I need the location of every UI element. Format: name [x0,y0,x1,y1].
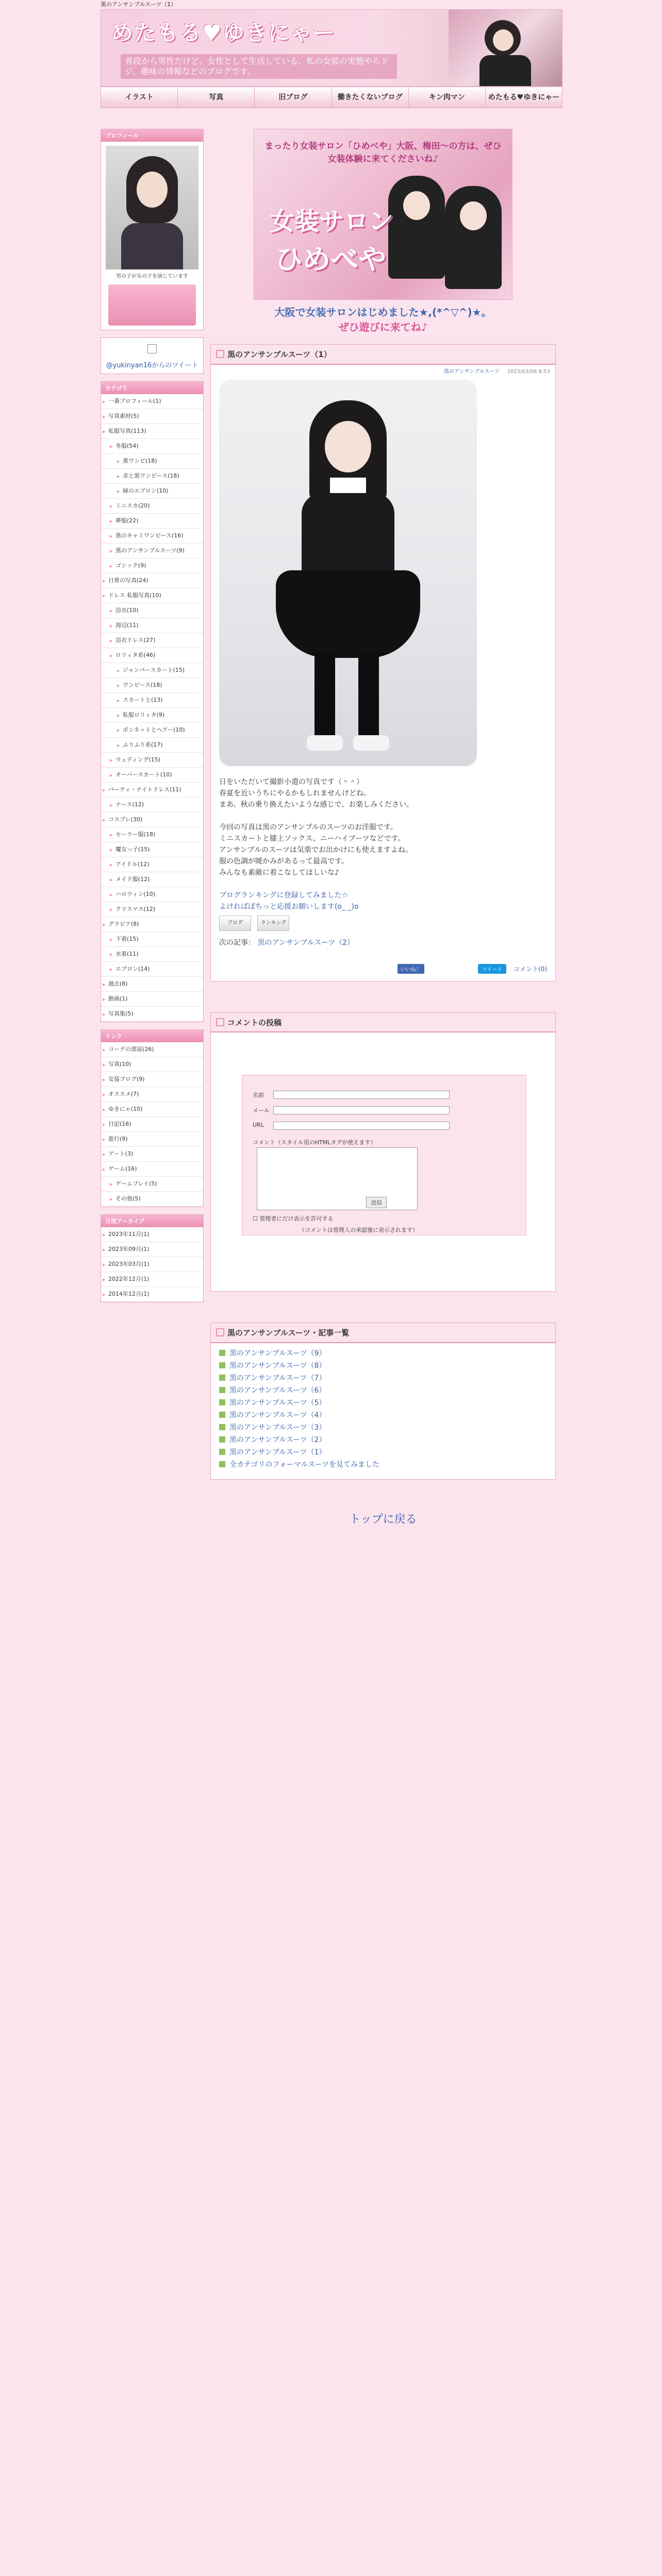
entry-body-line: ミニスカートと膝上ソックス、ニーハイブーツなどです。 [219,835,405,843]
categories-title: カテゴリ [101,382,203,394]
banner-girl-left-face [403,191,430,220]
ranking-text-2[interactable]: よければぽちっと応援お願いします(o_ _)o [219,903,359,911]
entry-title[interactable] [211,345,555,365]
submit-button[interactable]: 送信 [366,1197,387,1208]
link-item[interactable]: ▶ その他(5) [101,1192,203,1207]
category-item[interactable]: ▶ ワンピース(18) [101,678,203,693]
header-photo-body [479,55,531,86]
category-item[interactable]: ▶ 動画(1) [101,992,203,1007]
related-item[interactable] [211,1360,555,1372]
category-item[interactable]: ▶ ハロウィン(10) [101,887,203,902]
archive-list [101,1227,203,1302]
archive-item[interactable]: ▶ 2023年11月(1) [101,1227,203,1242]
profile-box [101,129,204,330]
related-item[interactable] [211,1434,555,1446]
category-item[interactable]: ▶ 一番プロフィール(1) [101,394,203,409]
entry-body-line: 春夏を近いうちにやるかもしれませんけどね。 [219,789,371,798]
next-entry-label: 次の記事： [219,939,255,947]
next-entry-link[interactable]: 黒のアンサンブルスーツ（2） [257,939,354,947]
link-item[interactable]: ▶ ゆきにゃ(10) [101,1102,203,1117]
url-input[interactable] [273,1122,450,1130]
entry-body [211,766,555,959]
sidebar [101,129,204,1310]
related-item[interactable] [211,1397,555,1409]
related-item-text: 黒のアンサンブルスーツ（3） [229,1423,326,1432]
banner-girl-right-face [460,201,487,230]
category-item[interactable]: ▶ エプロン(14) [101,962,203,977]
entry [210,344,556,981]
category-item[interactable]: ▶ グラビア(8) [101,917,203,932]
name-label: 名前 [253,1092,264,1098]
article-icon [219,1387,225,1393]
entry-body-line: 日をいただいて撮影小遣の写真です（＾＾） [219,778,363,786]
site-header [101,9,562,87]
article-icon [219,1424,225,1430]
link-item[interactable]: ▶ 女装ブログ(9) [101,1072,203,1087]
related-item-text: 全カテゴリのフォーマルスーツを見てみました [229,1461,380,1469]
category-item[interactable]: ▶ ロリィタ系(46) [101,648,203,663]
category-item[interactable]: ▶ 日常の写真(24) [101,573,203,588]
nav-photo[interactable]: 写真 [178,87,255,108]
related-item-text: 黒のアンサンブルスーツ（9） [229,1349,326,1358]
banner-logo-line2: ひめべや [275,243,386,276]
related-item-text: 黒のアンサンブルスーツ（8） [229,1362,326,1370]
category-item[interactable]: ▶ ミニスカ(20) [101,499,203,514]
banner-caption-sub: ぜひ遊びに来てね♪ [338,321,428,333]
link-item[interactable]: ▶ ゲームプレイ(5) [101,1177,203,1192]
category-item[interactable]: ▶ ウェディング(15) [101,753,203,768]
category-item[interactable]: ▶ 赤と黒ワンピース(18) [101,469,203,484]
link-item[interactable]: ▶ コーデの部屋(26) [101,1042,203,1057]
profile-avatar [106,146,198,269]
category-item[interactable]: ▶ ジャンパースカート(15) [101,663,203,678]
ranking-buttons [219,916,547,931]
article-icon [219,1350,225,1356]
archive-item[interactable]: ▶ 2023年09月(1) [101,1242,203,1257]
mail-input[interactable] [273,1106,450,1114]
category-item[interactable]: ▶ 水着(11) [101,947,203,962]
related-entries [210,1323,556,1480]
archive-item[interactable]: ▶ 2023年03月(1) [101,1257,203,1272]
title-marker-icon [216,1328,224,1336]
title-marker-icon [216,350,224,358]
mail-label: メール [253,1107,270,1114]
profile-title: プロフィール [101,129,203,142]
related-item[interactable] [211,1409,555,1421]
links-title: リンク [101,1030,203,1042]
category-item[interactable]: ▶ 黒ワンピ(18) [101,454,203,469]
related-item-text: 黒のアンサンブルスーツ（7） [229,1374,326,1382]
category-item[interactable]: ▶ ふりふり系(17) [101,738,203,753]
categories-box [101,381,204,1022]
link-item[interactable]: ▶ 旅行(9) [101,1132,203,1147]
category-item[interactable]: ▶ 私服ロリィタ(9) [101,708,203,723]
salon-banner[interactable] [254,129,512,300]
category-item[interactable]: ▶ ナース(12) [101,798,203,812]
related-item-text: 黒のアンサンブルスーツ（1） [229,1448,326,1456]
archive-title: 月別アーカイブ [101,1215,203,1227]
archive-item[interactable]: ▶ 2014年12月(1) [101,1287,203,1302]
category-item[interactable]: ▶ 冬服(54) [101,439,203,454]
article-icon [219,1399,225,1405]
link-item[interactable]: ▶ 写真(10) [101,1057,203,1072]
link-item[interactable]: ▶ アート(3) [101,1147,203,1162]
entry-body-line: アンサンブルのスーツは気楽でお出かけにも使えますよね。 [219,846,412,854]
category-item[interactable]: ▶ 魔女っ子(15) [101,842,203,857]
url-label: URL [253,1122,264,1128]
article-icon [219,1362,225,1368]
category-item[interactable]: ▶ 写真素材(5) [101,409,203,424]
related-title-text: 黒のアンサンブルスーツ・記事一覧 [227,1328,350,1337]
related-item-text: 黒のアンサンブルスーツ（5） [229,1399,326,1407]
facebook-like-button[interactable]: いいね！ [398,964,424,974]
next-entry [219,937,547,948]
back-to-top-link[interactable]: トップに戻る [349,1513,417,1526]
header-photo [449,10,562,86]
link-item[interactable]: ▶ オススメ(7) [101,1087,203,1102]
category-item[interactable]: ▶ 下着(15) [101,932,203,947]
blog-ranking-button[interactable]: ブログ [219,916,251,931]
comment-textarea[interactable] [257,1147,418,1210]
link-item[interactable]: ▶ ゲーム(16) [101,1162,203,1177]
category-item[interactable]: ▶ 浴衣(10) [101,603,203,618]
comment-note: （コメントは管理人の承認後に表示されます） [299,1227,418,1233]
twitter-box [101,337,204,374]
secret-label: 管理者にだけ表示を許可する [259,1215,334,1222]
header-photo-face [493,29,514,51]
related-title [211,1323,555,1343]
category-item[interactable]: ▶ 私服写真(113) [101,424,203,439]
category-item[interactable]: ▶ 緑のエプロン(10) [101,484,203,499]
category-item[interactable]: ▶ アイドル(12) [101,857,203,872]
ranking-button[interactable]: ランキング [257,916,289,931]
category-item[interactable]: ▶ ドレス 私服写真(10) [101,588,203,603]
category-item[interactable]: ▶ 過去(8) [101,977,203,992]
ranking-text-1[interactable]: ブログランキングに登録してみました☆ [219,891,349,900]
twitter-timeline-link[interactable]: @yukinyan16からのツイート [106,362,198,369]
site-title[interactable]: めたもる♥ゆきにゃー [111,20,336,45]
entry-title-text: 黒のアンサンブルスーツ（1） [227,350,332,359]
category-item[interactable]: ▶ メイド服(12) [101,872,203,887]
related-item[interactable] [211,1446,555,1459]
main-content [210,129,556,1527]
category-item[interactable]: ▶ 写真集(5) [101,1007,203,1022]
nav-old-blog[interactable]: 旧ブログ [255,87,332,108]
entry-footer [211,959,555,981]
nav-kinnikuman[interactable]: キン肉マン [409,87,486,108]
category-item[interactable]: ▶ クリスマス(12) [101,902,203,917]
nav-illust[interactable]: イラスト [101,87,178,108]
title-marker-icon [216,1018,224,1026]
secret-checkbox-row[interactable]: ☐ 管理者にだけ表示を許可する [253,1215,334,1222]
site-description: 普段から男性だけど、女性として生活している、私の女装の実態やらドジ、趣味の情報などのブログです。 [121,54,397,79]
image-placeholder-icon [147,344,157,353]
comment-count-link[interactable]: コメント(0) [514,965,547,973]
comment-form [242,1075,526,1235]
related-item[interactable] [211,1459,555,1471]
name-input[interactable] [273,1091,450,1099]
link-item[interactable]: ▶ 日記(16) [101,1117,203,1132]
category-item[interactable]: ▶ スカートと(13) [101,693,203,708]
comment-title [211,1013,555,1032]
global-nav [101,87,562,108]
category-item[interactable]: ▶ ボンネットとヘアー(10) [101,723,203,738]
nav-home[interactable]: めたもる♥ゆきにゃー [488,93,560,101]
entry-body-line: 服の色調が暖かみがあるって最高です。 [219,857,349,866]
banner-caption: 大阪で女装サロンはじめました★,(*^▽^)★。 [274,306,492,318]
article-icon [219,1375,225,1381]
category-item[interactable]: ▶ パーティ・ナイトドレス(11) [101,783,203,798]
related-item[interactable] [211,1372,555,1384]
profile-caption: 男の子が女の子を演じています [116,274,188,279]
category-item[interactable]: ▶ セーラー服(18) [101,827,203,842]
category-item[interactable]: ▶ 夢服(22) [101,514,203,529]
entry-photo[interactable] [219,380,477,766]
comment-section [210,1012,556,1292]
entry-body-line [219,810,547,822]
entry-meta [211,365,555,377]
category-item[interactable]: ▶ 海辺(11) [101,618,203,633]
article-icon [219,1461,225,1467]
category-item[interactable]: ▶ 黒のアンサンブルスーツ(9) [101,544,203,558]
category-list [101,394,203,1022]
banner-logo-line1: 女装サロン [270,207,394,236]
comment-title-text: コメントの投稿 [227,1018,282,1027]
related-item-text: 黒のアンサンブルスーツ（6） [229,1386,326,1395]
category-item[interactable]: ▶ 黒のキャミワンピース(16) [101,529,203,544]
entry-category-link[interactable]: 黒のアンサンブルスーツ [444,369,500,375]
link-list [101,1042,203,1207]
links-box [101,1029,204,1207]
category-item[interactable]: ▶ ゴシック(9) [101,558,203,573]
related-item-text: 黒のアンサンブルスーツ（4） [229,1411,326,1419]
browser-tab-title: 黒のアンサンブルスーツ（1） [101,1,177,8]
category-item[interactable]: ▶ 浴衣ドレス(27) [101,633,203,648]
entry-date: 2023/03/06 8:53 [507,369,550,375]
tweet-button[interactable]: ツイート [478,964,507,974]
related-item[interactable] [211,1384,555,1397]
body-label: コメント（スタイル用のHTMLタグが使えます） [253,1139,376,1146]
related-item-text: 黒のアンサンブルスーツ（2） [229,1436,326,1444]
related-item[interactable] [211,1347,555,1360]
ranking-badge[interactable] [108,284,196,326]
entry-body-line: みんなも素敵に着こなしてほしいな♪ [219,869,339,877]
related-item[interactable] [211,1421,555,1434]
article-icon [219,1436,225,1443]
entry-body-line: まあ、秋の乗り換えたいような感じで、お楽しみください。 [219,801,414,809]
article-icon [219,1449,225,1455]
category-item[interactable]: ▶ コスプレ(30) [101,812,203,827]
banner-top-text: まったり女装サロン「ひめべや」大阪、梅田〜の方は、ぜひ女装体験に来てくださいね♪ [264,141,502,164]
entry-body-line: 今回の写真は黒のアンサンブルのスーツのお洋服です。 [219,823,398,832]
archive-box [101,1214,204,1302]
archive-item[interactable]: ▶ 2022年12月(1) [101,1272,203,1287]
category-item[interactable]: ▶ オーバースカート(10) [101,768,203,783]
article-icon [219,1412,225,1418]
nav-work-blog[interactable]: 働きたくないブログ [332,87,409,108]
